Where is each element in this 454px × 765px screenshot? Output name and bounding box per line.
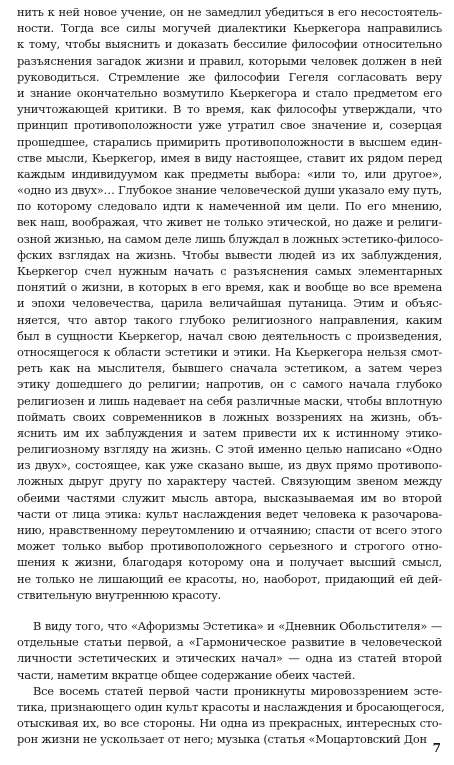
text-line: по которому следовало идти к намеченной им цели. По его мнению, <box>17 199 442 214</box>
text-line: обеими частями служит мысль автора, высказываемая им во второй <box>17 490 442 505</box>
text-line: отдельные статьи первой, а «Гармоническое развитие в человеческой <box>17 635 442 650</box>
text-line: поймать своих современников в ложных воззрениях на жизнь, объ- <box>17 409 442 424</box>
text-line: нию, нравственному переутомлению и отчаянию; спасти от всего этого <box>17 523 442 537</box>
text-line: стве мысли, Кьеркегор, имея в виду настоящее, ставит их рядом перед <box>17 150 442 165</box>
text-line: ствительную внутреннюю красоту. <box>17 587 221 602</box>
text-line: шения к жизни, благодаря которому она и получает высший смысл, <box>17 555 442 570</box>
text-line: не только не лишающий ее красоты, но, наоборот, придающий ей дей- <box>17 571 442 586</box>
text-line: нить к ней новое учение, он не замедлил убедиться в его несостоятель- <box>17 5 442 19</box>
text-line: принцип противоположности уже утратил свое значение и, созерцая <box>17 118 442 133</box>
text-line: личности эстетических и этических начал» — одна из статей второй <box>17 651 442 666</box>
text-line: яснить им их заблуждения и затем привести их к истинному этико- <box>17 425 442 440</box>
text-line: тика, признающего один культ красоты и наслаждения и бросающегося, <box>17 699 445 714</box>
text-line: каждым индивидуумом как предметы выбора: «или то, или другое», <box>17 166 442 181</box>
text-line: Все восемь статей первой части проникнуты мировоззрением эсте- <box>33 683 442 698</box>
text-line: к тому, чтобы выяснить и доказать бессилие философии относительно <box>17 37 442 52</box>
text-line: части от лица этика: культ наслаждения ведет человека к разочарова- <box>17 506 442 521</box>
text-line: няется, что автор такого глубоко религиозного направления, каким <box>17 312 442 327</box>
text-line: руководиться. Стремление же философии Гегеля согласовать веру <box>17 69 442 84</box>
text-line: прошедшее, старались примирить противоположности в высшем един- <box>17 134 442 149</box>
body-text <box>17 4 445 747</box>
text-line: ности. Тогда все силы могучей диалектики Кьеркегора направились <box>17 21 442 36</box>
text-line: относящегося к области эстетики и этики. На Кьеркегора нельзя смот- <box>17 344 442 359</box>
text-line: ложных дыруг другу по характеру частей. Связующим звеном между <box>17 474 442 489</box>
text-line: этику дошедшего до религии; напротив, он с самого начала глубоко <box>17 377 442 392</box>
text-line: из двух», состоящее, как уже сказано выше, из двух прямо противопо- <box>17 458 442 473</box>
text-line: уничтожающей критики. В то время, как философы утверждали, что <box>17 102 442 117</box>
text-line: понятий о жизни, в которых в его время, как и вообще во все времена <box>17 280 442 295</box>
paragraph <box>17 4 442 603</box>
text-line: озной жизнью, на самом деле лишь блуждал в ложных эстетико-филосо- <box>17 231 443 246</box>
page-number: 7 <box>432 741 441 755</box>
paragraph <box>17 618 442 683</box>
text-line: Кьеркегор счел нужным начать с разъяснения самых элементарных <box>17 264 442 278</box>
text-line: В виду того, что «Афоризмы Эстетика» и «Дневник Обольстителя» — <box>33 618 442 633</box>
text-line: религиозен и лишь надевает на себя различные маски, чтобы вплотную <box>17 393 442 408</box>
text-line: был в сущности Кьеркегор, начал свою деятельность с произведения, <box>17 328 442 343</box>
text-line: и знание окончательно возмутило Кьеркегора и стало предметом его <box>17 85 442 100</box>
paragraph-gap <box>17 603 442 618</box>
paragraph <box>17 683 445 748</box>
text-line: реть как на мыслителя, бывшего сначала эстетиком, а затем через <box>17 361 442 376</box>
text-line: части, наметим вкратце общее содержание обеих частей. <box>17 667 356 682</box>
text-line: может только выбор противоположного серьезного и строгого отно- <box>17 539 442 554</box>
text-line: фских взглядах на жизнь. Чтобы вывести людей из их заблуждения, <box>17 247 442 262</box>
text-line: разъяснения загадок жизни и правил, которыми человек должен в ней <box>17 53 442 68</box>
text-line: век наш, воображая, что живет не только этической, но даже и религи- <box>17 215 442 230</box>
text-line: религиозному взгляду на жизнь. С этой именно целью написано «Одно <box>17 442 442 457</box>
text-line: «одно из двух»… Глубокое знание человеческой души указало ему путь, <box>17 183 442 198</box>
text-line: отыскивая их, во все стороны. Ни одна из прекрасных, интересных сто- <box>17 716 442 731</box>
text-line: рон жизни не ускользает от него; музыка (статья «Моцартовский Дон <box>17 732 427 747</box>
text-line: и эпохи человечества, царила величайшая путаница. Этим и объяс- <box>17 296 442 311</box>
